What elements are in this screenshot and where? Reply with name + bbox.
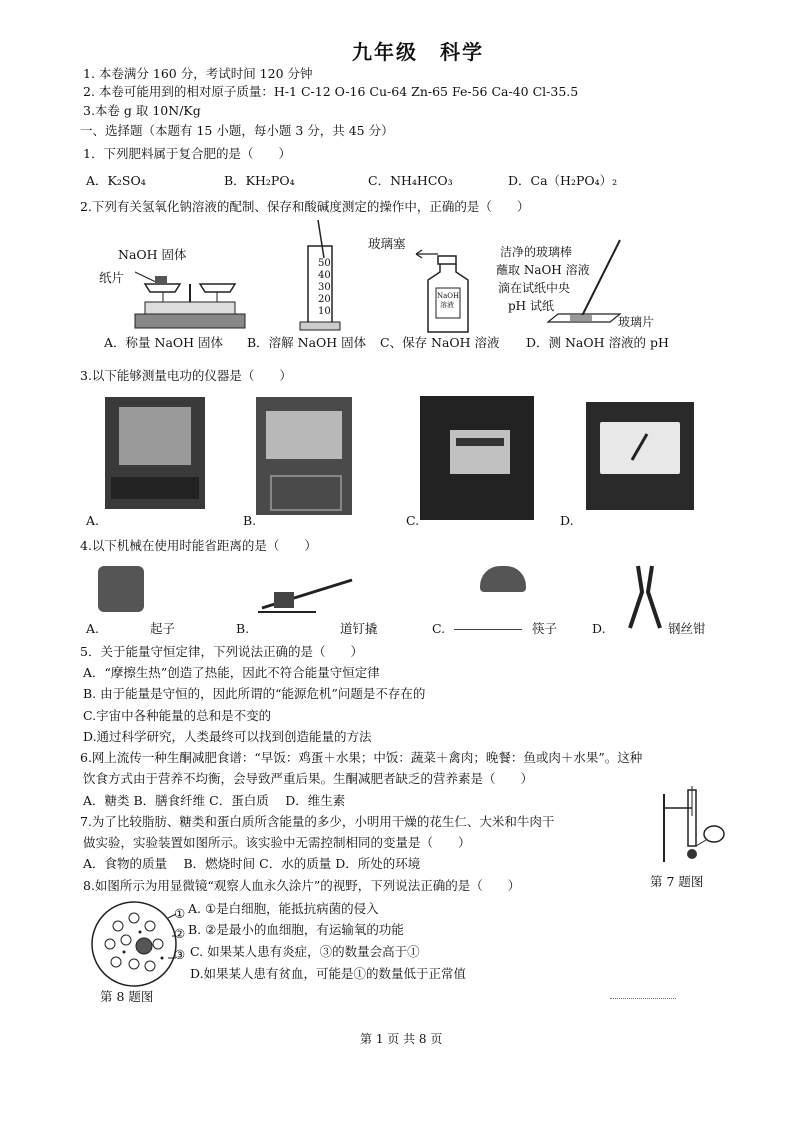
marker-1: ①: [174, 906, 186, 921]
label-naoh-solid: NaOH 固体: [118, 247, 187, 262]
q1-stem: 1．下列肥料属于复合肥的是（ ）: [83, 146, 291, 161]
cylinder-tick-40: 40: [318, 270, 331, 281]
q1-option-d: D．Ca（H₂PO₄）₂: [508, 173, 618, 188]
cylinder-tick-10: 10: [318, 306, 331, 317]
q5-option-c: C.宇宙中各种能量的总和是不变的: [83, 708, 272, 723]
q4-name-d: 钢丝钳: [668, 621, 706, 636]
q4-name-a: 起子: [150, 621, 176, 636]
q2-option-a: A．称量 NaOH 固体: [104, 335, 224, 350]
label-rod-3: 滴在试纸中央: [498, 281, 571, 295]
page-title: 九年级 科学: [352, 40, 484, 64]
q4-line-c: [454, 629, 522, 630]
q6-line-2: 饮食方式由于营养不均衡，会导致严重后果。生酮减肥者缺乏的营养素是（ ）: [83, 771, 534, 786]
cylinder-tick-50: 50: [318, 258, 331, 269]
q4-stem: 4.以下机械在使用时能省距离的是（ ）: [80, 538, 317, 553]
q8-option-b: B. ②是最小的血细胞，有运输氧的功能: [188, 922, 404, 937]
marker-3: ③: [174, 947, 186, 962]
q2-option-c: C、保存 NaOH 溶液: [380, 335, 500, 350]
q7-apparatus-figure: [648, 786, 728, 866]
q2-option-b: B．溶解 NaOH 固体: [247, 335, 367, 350]
q1-option-b: B．KH₂PO₄: [224, 173, 295, 188]
cylinder-tick-30: 30: [318, 282, 331, 293]
note-1: 1. 本卷满分 160 分，考试时间 120 分钟: [83, 66, 313, 81]
q1-option-a: A．K₂SO₄: [86, 173, 146, 188]
label-paper: 纸片: [99, 270, 125, 285]
q4-name-c: 筷子: [532, 621, 558, 636]
balance-figure: [125, 262, 255, 334]
label-rod-1: 洁净的玻璃棒: [500, 245, 573, 259]
note-2: 2. 本卷可能用到的相对原子质量：H-1 C-12 O-16 Cu-64 Zn-65 Fe-56 Ca-40 Cl-35.5: [83, 84, 579, 99]
q7-caption: 第 7 题图: [650, 874, 704, 889]
q5-option-d: D.通过科学研究，人类最终可以找到创造能量的方法: [83, 729, 372, 744]
q7-line-2: 做实验，实验装置如图所示。该实验中无需控制相同的变量是（ ）: [83, 835, 471, 850]
q5-option-a: A．“摩擦生热”创造了热能，因此不符合能量守恒定律: [83, 665, 380, 680]
q3-option-d: D.: [560, 513, 574, 528]
section-heading: 一、选择题（本题有 15 小题，每小题 3 分，共 45 分）: [80, 123, 394, 138]
label-stopper: 玻璃塞: [368, 236, 406, 251]
q4-option-a: A.: [86, 621, 100, 636]
opener-photo: [98, 566, 144, 612]
label-rod-2: 蘸取 NaOH 溶液: [496, 263, 590, 277]
bottle-label: NaOH 溶液: [437, 292, 460, 309]
marker-2: ②: [174, 926, 186, 941]
q8-caption: 第 8 题图: [100, 989, 154, 1004]
label-ph-paper: pH 试纸: [508, 299, 554, 313]
q4-option-b: B.: [236, 621, 250, 636]
q4-name-b: 道钉撬: [340, 621, 378, 636]
q2-stem: 2.下列有关氢氧化钠溶液的配制、保存和酸碱度测定的操作中，正确的是（ ）: [80, 199, 530, 214]
q3-option-b: B.: [243, 513, 257, 528]
meter-photo-c: [420, 396, 534, 520]
pliers-figure: [622, 562, 668, 632]
q3-stem: 3.以下能够测量电功的仪器是（ ）: [80, 368, 292, 383]
note-3: 3.本卷 g 取 10N/Kg: [83, 103, 201, 118]
q8-stem: 8.如图所示为用显微镜“观察人血永久涂片”的视野，下列说法正确的是（ ）: [83, 878, 521, 893]
q1-option-c: C．NH₄HCO₃: [368, 173, 453, 188]
q6-options: A．糖类 B．膳食纤维 C．蛋白质 D．维生素: [83, 793, 346, 808]
chopsticks-photo: [480, 566, 526, 592]
crowbar-figure: [256, 574, 366, 620]
q2-option-d: D．测 NaOH 溶液的 pH: [526, 335, 669, 350]
label-glass-plate: 玻璃片: [618, 315, 655, 329]
q3-option-c: C.: [406, 513, 420, 528]
meter-photo-d: [586, 402, 694, 510]
q8-option-d: D.如果某人患有贫血，可能是①的数量低于正常值: [190, 966, 467, 981]
q4-option-d: D.: [592, 621, 606, 636]
q4-option-c: C.: [432, 621, 446, 636]
q3-option-a: A.: [86, 513, 100, 528]
cylinder-tick-20: 20: [318, 294, 331, 305]
q8-option-c: C. 如果某人患有炎症，③的数量会高于①: [190, 944, 420, 959]
blood-smear-figure: [88, 896, 184, 992]
page-number: 第 1 页 共 8 页: [360, 1032, 443, 1046]
q8-option-a: A. ①是白细胞，能抵抗病菌的侵入: [188, 901, 379, 916]
q5-stem: 5．关于能量守恒定律，下列说法正确的是（ ）: [80, 644, 363, 659]
q7-options: A．食物的质量 B．燃烧时间 C．水的质量 D．所处的环境: [83, 856, 421, 871]
q5-option-b: B. 由于能量是守恒的，因此所谓的“能源危机”问题是不存在的: [83, 686, 426, 701]
page-scan-mark: [610, 998, 676, 999]
meter-photo-b: [256, 397, 352, 515]
q6-line-1: 6.网上流传一种生酮减肥食谱：“早饭：鸡蛋＋水果；中饭：蔬菜＋禽肉；晚餐：鱼或肉＋水果”。这种: [80, 750, 643, 765]
q7-line-1: 7.为了比较脂肪、糖类和蛋白质所含能量的多少，小明用干燥的花生仁、大米和牛肉干: [80, 814, 555, 829]
meter-photo-a: [105, 397, 205, 509]
ph-test-figure: [540, 236, 630, 336]
